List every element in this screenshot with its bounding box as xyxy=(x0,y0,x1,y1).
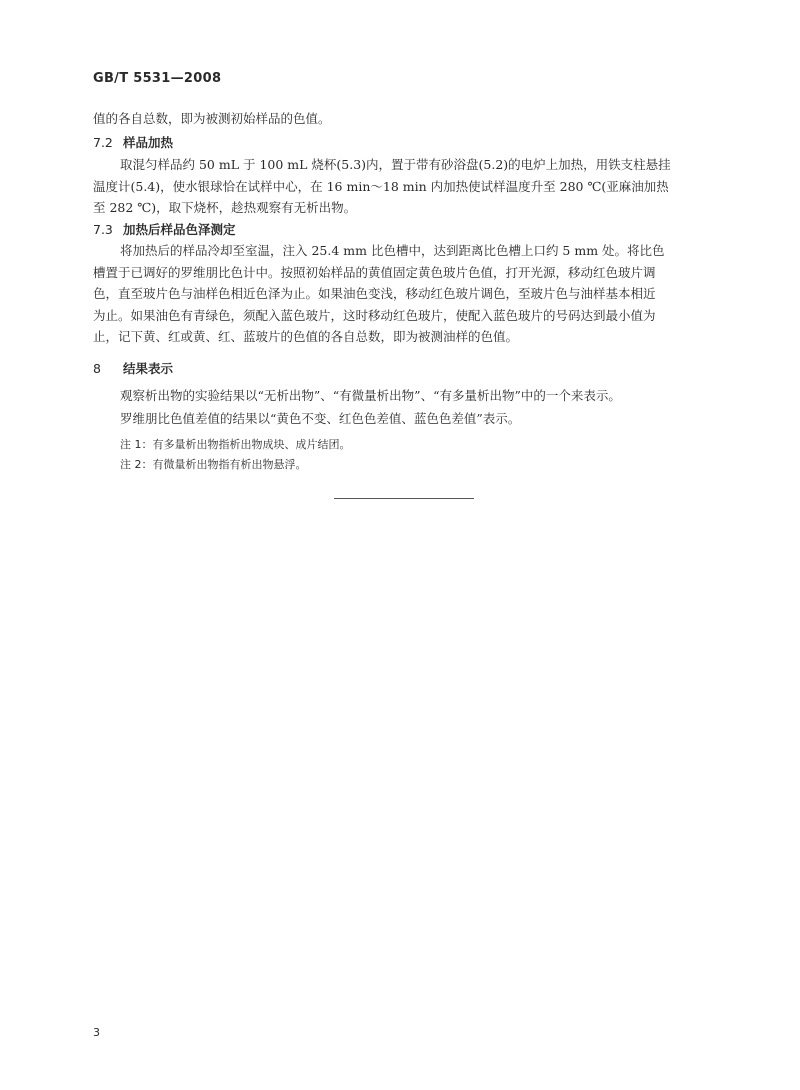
section-heading-7-2 xyxy=(93,135,173,151)
paragraph-line: 至 282 ℃)，取下烧杯，趁热观察有无析出物。 xyxy=(93,200,357,215)
paragraph-line: 为止。如果油色有青绿色，须配入蓝色玻片，这时移动红色玻片，使配入蓝色玻片的号码达到最小值为 xyxy=(93,308,656,323)
paragraph-line: 槽置于已调好的罗维朋比色计中。按照初始样品的黄值固定黄色玻片色值，打开光源，移动红色玻片调 xyxy=(93,265,656,280)
section-number: 7.3 xyxy=(93,222,113,237)
paragraph-line: 温度计(5.4)，使水银球恰在试样中心，在 16 min～18 min 内加热使试样温度升至 280 ℃(亚麻油加热 xyxy=(93,179,669,194)
paragraph-line: 止，记下黄、红或黄、红、蓝玻片的色值的各自总数，即为被测油样的色值。 xyxy=(93,329,519,344)
paragraph-line: 观察析出物的实验结果以“无析出物”、“有微量析出物”、“有多量析出物”中的一个来表示。 xyxy=(120,388,621,403)
section-title: 结果表示 xyxy=(123,361,174,376)
paragraph-line: 罗维朋比色值差值的结果以“黄色不变、红色色差值、蓝色色差值”表示。 xyxy=(120,411,521,426)
section-title: 样品加热 xyxy=(123,135,174,150)
paragraph-line: 值的各自总数，即为被测初始样品的色值。 xyxy=(93,111,331,126)
note-1: 注 1：有多量析出物指析出物成块、成片结团。 xyxy=(120,438,351,451)
paragraph-line: 将加热后的样品冷却至室温，注入 25.4 mm 比色槽中，达到距离比色槽上口约 5 mm 处。将比色 xyxy=(120,243,665,258)
end-of-document-rule xyxy=(334,498,474,499)
section-number: 8 xyxy=(93,361,101,376)
section-title: 加热后样品色泽测定 xyxy=(123,222,236,237)
paragraph-line: 色，直至玻片色与油样色相近色泽为止。如果油色变浅，移动红色玻片调色，至玻片色与油样基本相近 xyxy=(93,286,656,301)
page-number: 3 xyxy=(93,1026,100,1039)
section-heading-8 xyxy=(93,361,173,377)
section-number: 7.2 xyxy=(93,135,113,150)
paragraph-line: 取混匀样品约 50 mL 于 100 mL 烧杯(5.3)内，置于带有砂浴盘(5.2)的电炉上加热，用铁支柱悬挂 xyxy=(120,157,671,172)
note-2: 注 2：有微量析出物指有析出物悬浮。 xyxy=(120,458,307,471)
standard-number-header: GB/T 5531—2008 xyxy=(93,71,222,86)
section-heading-7-3 xyxy=(93,222,236,238)
